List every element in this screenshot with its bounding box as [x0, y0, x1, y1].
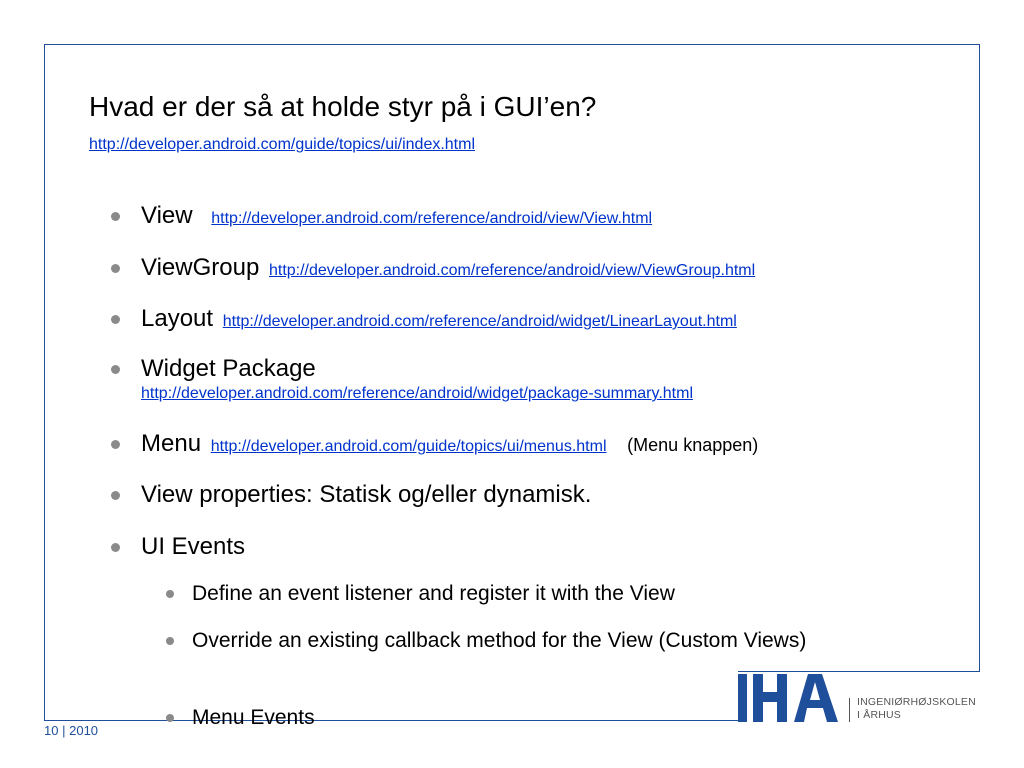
page-number: 10: [44, 723, 59, 738]
logo-line-1: INGENIØRHØJSKOLEN: [857, 696, 976, 708]
sub-bullet-label: Menu Events: [192, 706, 315, 729]
sub-bullet-item-callback: [192, 626, 882, 656]
bullet-icon: [111, 365, 120, 374]
sub-bullet-icon: [166, 637, 174, 645]
frame-border-left: [44, 44, 45, 720]
sub-bullet-icon: [166, 714, 174, 722]
footer-year: 2010: [69, 723, 99, 738]
footer-page-info: [44, 722, 98, 740]
bullet-label: View properties: Statisk og/eller dynamisk.: [141, 481, 592, 508]
frame-border-top: [44, 44, 980, 45]
bullet-link[interactable]: http://developer.android.com/reference/android/widget/package-summary.html: [141, 385, 693, 402]
bullet-label: Layout: [141, 305, 214, 332]
bullet-link[interactable]: http://developer.android.com/reference/android/view/View.html: [211, 210, 653, 227]
bullet-icon: [111, 264, 120, 273]
bullet-link[interactable]: http://developer.android.com/reference/android/view/ViewGroup.html: [268, 262, 756, 279]
bullet-icon: [111, 212, 120, 221]
iha-logo: [738, 672, 980, 724]
slide-title: Hvad er der så at holde styr på i GUI’en?: [89, 91, 597, 122]
footer-separator: |: [62, 723, 66, 738]
bullet-item-layout: [141, 304, 737, 337]
bullet-note: (Menu knappen): [627, 435, 759, 455]
sub-bullet-label: Define an event listener and register it with the View: [192, 582, 675, 605]
logo-line-2: I ÅRHUS: [857, 709, 901, 721]
logo-wordmark: [857, 696, 976, 722]
sub-bullet-label: Override an existing callback method for the View (Custom Views): [192, 629, 807, 652]
bullet-label: Widget Package: [141, 355, 316, 382]
bullet-label: Menu: [141, 430, 202, 457]
bullet-item-widget-package: [141, 354, 693, 404]
bullet-link[interactable]: http://developer.android.com/reference/android/widget/LinearLayout.html: [222, 313, 737, 330]
bullet-item-menu: [141, 429, 758, 462]
bullet-item-view: [141, 201, 652, 234]
bullet-icon: [111, 543, 120, 552]
logo-separator: [849, 698, 850, 722]
bullet-icon: [111, 491, 120, 500]
bullet-label: UI Events: [141, 533, 246, 560]
bullet-label: View: [141, 202, 193, 229]
frame-border-right: [979, 44, 980, 672]
bullet-link[interactable]: http://developer.android.com/guide/topics/ui/menus.html: [210, 438, 607, 455]
bullet-item-view-properties: [141, 480, 591, 510]
bullet-icon: [111, 440, 120, 449]
bullet-label: ViewGroup: [141, 254, 260, 281]
sub-bullet-icon: [166, 590, 174, 598]
bullet-item-viewgroup: [141, 253, 755, 286]
title-link[interactable]: http://developer.android.com/guide/topics/ui/index.html: [89, 136, 476, 153]
bullet-item-ui-events: [141, 532, 245, 562]
iha-logo-mark: [738, 672, 848, 724]
bullet-icon: [111, 315, 120, 324]
sub-bullet-item-event-listener: [192, 579, 882, 609]
